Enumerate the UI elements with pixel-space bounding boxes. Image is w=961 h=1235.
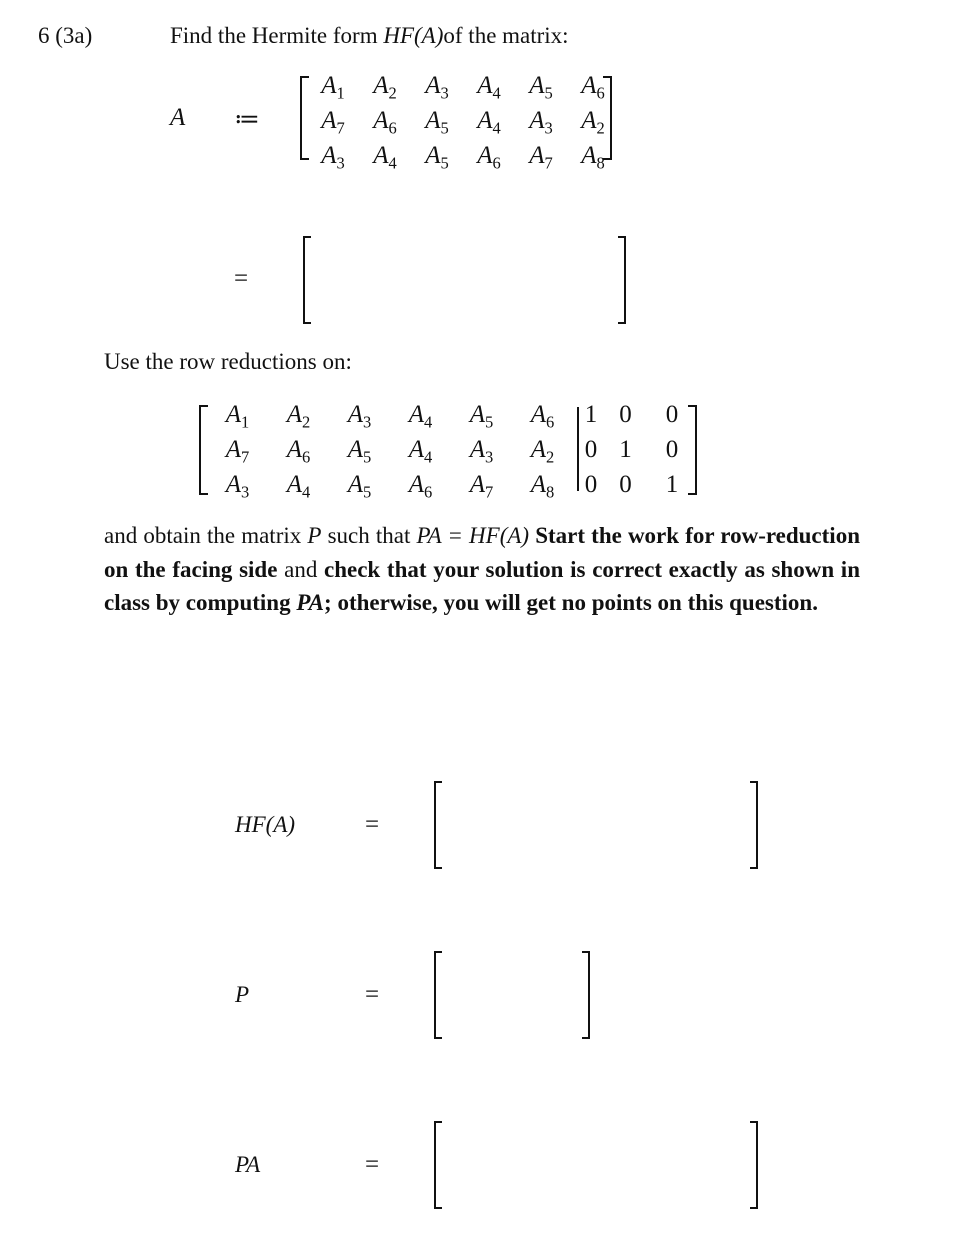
pa-label: PA <box>235 1152 261 1177</box>
matrix-entry <box>463 68 515 103</box>
entry-symbol: A <box>530 436 547 463</box>
augmented-right-bracket <box>688 405 697 495</box>
entry-subscript: 2 <box>302 412 311 432</box>
entry-symbol: A <box>477 107 493 134</box>
entry-symbol: A <box>408 401 425 428</box>
matrix-entry <box>515 103 567 138</box>
entry-subscript: 8 <box>596 153 605 173</box>
entry-symbol: A <box>321 107 337 134</box>
assign-symbol: ≔ <box>234 106 260 133</box>
matrix-entry <box>359 68 411 103</box>
entry-subscript: 6 <box>424 482 433 502</box>
matrix-entry <box>207 397 268 432</box>
matrix-entry: 1 <box>584 401 598 428</box>
matrix-entry <box>411 138 463 173</box>
augmented-matrix-left <box>207 397 573 502</box>
matrix-entry <box>512 397 573 432</box>
hf-equals: = <box>365 811 380 838</box>
pa-equals: = <box>365 1151 380 1178</box>
entry-subscript: 4 <box>424 412 433 432</box>
instr-text-3: and <box>277 556 325 582</box>
prompt-text: Find the Hermite form <box>170 23 384 48</box>
entry-subscript: 4 <box>492 118 501 138</box>
instr-bold-2: check that your solution is correct exactly as shown in class by computing <box>104 556 860 615</box>
entry-subscript: 1 <box>336 83 345 103</box>
matrix-entry: 0 <box>665 401 679 428</box>
entry-symbol: A <box>321 142 337 169</box>
matrix-entry <box>329 397 390 432</box>
matrix-label: A <box>170 104 186 131</box>
entry-symbol: A <box>347 436 364 463</box>
entry-subscript: 6 <box>596 83 605 103</box>
entry-subscript: 5 <box>544 83 553 103</box>
entry-subscript: 4 <box>388 153 397 173</box>
matrix-entry <box>329 467 390 502</box>
instr-math-equation: PA = HF(A) <box>416 523 530 548</box>
matrix-entry <box>463 138 515 173</box>
matrix-entry <box>451 467 512 502</box>
matrix-entry <box>307 138 359 173</box>
matrix-entry <box>268 397 329 432</box>
entry-subscript: 4 <box>302 482 311 502</box>
instructions-paragraph <box>104 519 860 620</box>
p-label: P <box>235 982 250 1007</box>
entry-symbol: A <box>373 107 389 134</box>
entry-subscript: 2 <box>596 118 605 138</box>
instr-text-2: such that <box>321 523 417 548</box>
entry-symbol: A <box>286 436 303 463</box>
matrix-entry <box>390 432 451 467</box>
entry-subscript: 5 <box>440 153 449 173</box>
entry-symbol: A <box>469 401 486 428</box>
entry-symbol: A <box>530 471 547 498</box>
entry-symbol: A <box>408 436 425 463</box>
entry-symbol: A <box>530 401 547 428</box>
matrix-entry <box>512 467 573 502</box>
entry-subscript: 6 <box>302 447 311 467</box>
matrix-entry <box>411 103 463 138</box>
prompt-math: HF(A) <box>383 23 444 48</box>
equals-sign: = <box>234 265 249 292</box>
entry-subscript: 4 <box>424 447 433 467</box>
entry-symbol: A <box>347 471 364 498</box>
instr-text-1: and obtain the matrix <box>104 523 308 548</box>
matrix-entry: 0 <box>619 471 632 498</box>
matrix-a <box>307 68 619 173</box>
matrix-entry <box>359 103 411 138</box>
hf-left-bracket <box>434 781 442 869</box>
entry-symbol: A <box>347 401 364 428</box>
matrix-entry: 0 <box>584 471 598 498</box>
matrix-entry <box>515 138 567 173</box>
matrix-entry <box>411 68 463 103</box>
entry-symbol: A <box>225 436 242 463</box>
matrix-entry <box>329 432 390 467</box>
entry-subscript: 1 <box>241 412 250 432</box>
question-prompt <box>170 24 569 47</box>
matrix-entry <box>463 103 515 138</box>
matrix-a-right-bracket <box>603 76 612 160</box>
entry-symbol: A <box>477 142 493 169</box>
pa-right-bracket <box>750 1121 758 1209</box>
entry-symbol: A <box>581 72 597 99</box>
matrix-entry <box>207 432 268 467</box>
matrix-entry <box>451 432 512 467</box>
entry-symbol: A <box>425 142 441 169</box>
question-number: 6 (3a) <box>38 23 93 48</box>
entry-subscript: 5 <box>440 118 449 138</box>
hf-right-bracket <box>750 781 758 869</box>
entry-symbol: A <box>425 72 441 99</box>
p-left-bracket <box>434 951 442 1039</box>
entry-subscript: 5 <box>363 482 372 502</box>
entry-subscript: 2 <box>388 83 397 103</box>
entry-subscript: 3 <box>363 412 372 432</box>
matrix-entry <box>390 467 451 502</box>
entry-symbol: A <box>529 72 545 99</box>
entry-subscript: 3 <box>336 153 345 173</box>
row-reduction-intro: Use the row reductions on: <box>104 349 352 374</box>
entry-symbol: A <box>469 471 486 498</box>
prompt-tail: of the matrix: <box>443 23 569 48</box>
matrix-entry <box>307 68 359 103</box>
entry-subscript: 3 <box>485 447 494 467</box>
pa-left-bracket <box>434 1121 442 1209</box>
p-equals: = <box>365 981 380 1008</box>
entry-symbol: A <box>581 107 597 134</box>
entry-symbol: A <box>321 72 337 99</box>
entry-subscript: 7 <box>241 447 250 467</box>
entry-symbol: A <box>225 401 242 428</box>
entry-subscript: 3 <box>544 118 553 138</box>
entry-symbol: A <box>408 471 425 498</box>
instr-bold-1: Start the work for row-reduction on the facing side <box>104 523 860 582</box>
entry-symbol: A <box>469 436 486 463</box>
matrix-entry <box>268 467 329 502</box>
entry-symbol: A <box>529 142 545 169</box>
matrix-entry <box>207 467 268 502</box>
entry-subscript: 6 <box>546 412 555 432</box>
entry-subscript: 5 <box>363 447 372 467</box>
entry-symbol: A <box>286 471 303 498</box>
matrix-entry: 0 <box>665 436 679 463</box>
entry-subscript: 2 <box>546 447 555 467</box>
entry-subscript: 7 <box>544 153 553 173</box>
matrix-entry: 0 <box>584 436 598 463</box>
entry-subscript: 7 <box>485 482 494 502</box>
entry-symbol: A <box>529 107 545 134</box>
entry-symbol: A <box>286 401 303 428</box>
empty-matrix-right-bracket <box>618 236 626 324</box>
matrix-entry <box>359 138 411 173</box>
entry-symbol: A <box>373 142 389 169</box>
entry-subscript: 3 <box>241 482 250 502</box>
augmented-divider <box>577 407 579 491</box>
entry-subscript: 3 <box>440 83 449 103</box>
matrix-entry <box>268 432 329 467</box>
instr-math-p: P <box>307 523 322 548</box>
instr-bold-3: ; otherwise, you will get no points on this question. <box>324 590 818 615</box>
entry-symbol: A <box>425 107 441 134</box>
entry-symbol: A <box>225 471 242 498</box>
entry-subscript: 8 <box>546 482 555 502</box>
matrix-entry <box>390 397 451 432</box>
entry-subscript: 6 <box>492 153 501 173</box>
entry-subscript: 5 <box>485 412 494 432</box>
entry-symbol: A <box>477 72 493 99</box>
p-right-bracket <box>582 951 590 1039</box>
instr-math-pa: PA <box>296 590 325 615</box>
hf-label: HF(A) <box>235 812 296 837</box>
entry-subscript: 7 <box>336 118 345 138</box>
entry-subscript: 4 <box>492 83 501 103</box>
matrix-entry <box>451 397 512 432</box>
entry-subscript: 6 <box>388 118 397 138</box>
matrix-entry: 1 <box>665 471 679 498</box>
matrix-entry: 0 <box>619 401 632 428</box>
identity-matrix <box>580 397 695 502</box>
matrix-entry <box>512 432 573 467</box>
entry-symbol: A <box>581 142 597 169</box>
entry-symbol: A <box>373 72 389 99</box>
matrix-entry: 1 <box>619 436 632 463</box>
empty-matrix-left-bracket <box>303 236 311 324</box>
matrix-entry <box>307 103 359 138</box>
matrix-entry <box>515 68 567 103</box>
